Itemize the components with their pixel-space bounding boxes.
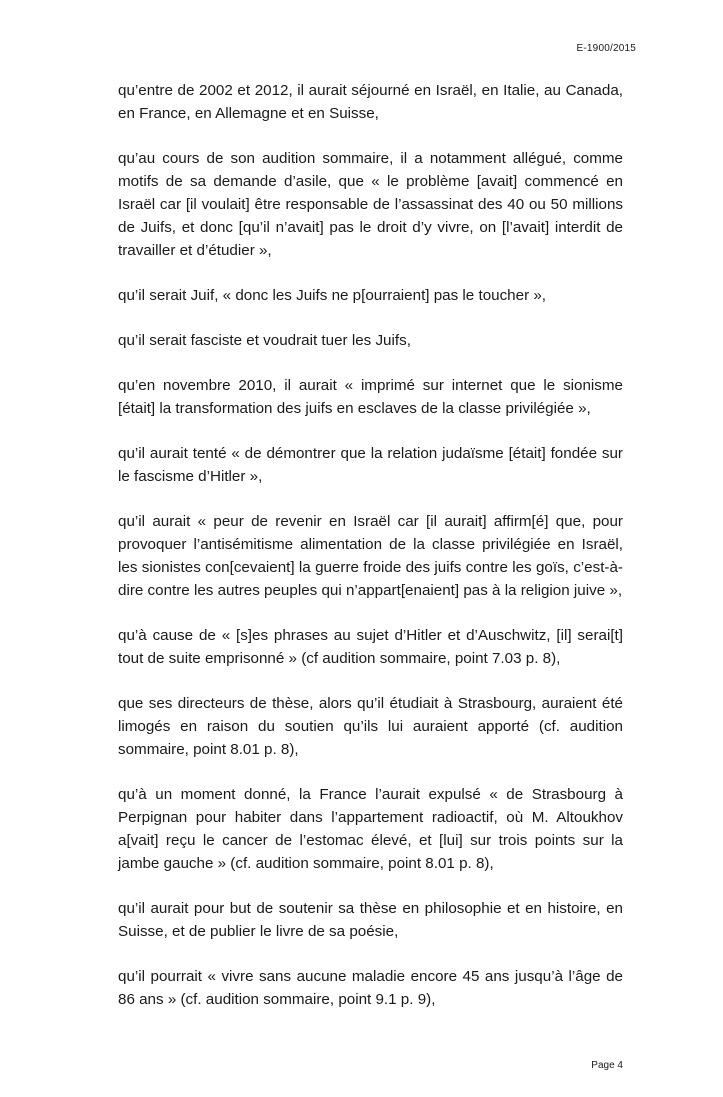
paragraph-asylum-motives: qu’au cours de son audition sommaire, il a notamment allégué, comme motifs de sa demande d’asile, que « le problème [avait] commencé en Israël car [il voulait] être responsable de l’assassinat des 40 ou 50 millions de Juifs, et donc [qu’il n’avait] pas le droit d’y vivre, on [l’avait] interdit de travailler et d’étudier », [118,150,623,259]
document-body [118,79,623,1033]
paragraph-goal-thesis: qu’il aurait pour but de soutenir sa thèse en philosophie et en histoire, en Suisse, et de publier le livre de sa poésie, [118,900,623,940]
page-number: Page 4 [591,1060,623,1071]
paragraph-fascist: qu’il serait fasciste et voudrait tuer les Juifs, [118,332,411,349]
paragraph-thesis-directors: que ses directeurs de thèse, alors qu’il étudiait à Strasbourg, auraient été limogés en raison du soutien qu’ils lui auraient apporté (cf. audition sommaire, point 8.01 p. 8), [118,695,623,758]
document-reference: E-1900/2015 [576,43,636,54]
paragraph-judaism-relation: qu’il aurait tenté « de démontrer que la relation judaïsme [était] fondée sur le fascisme d’Hitler », [118,445,623,485]
paragraph-life-expectancy: qu’il pourrait « vivre sans aucune maladie encore 45 ans jusqu’à l’âge de 86 ans » (cf. audition sommaire, point 9.1 p. 9), [118,968,623,1008]
paragraph-expulsion: qu’à un moment donné, la France l’aurait expulsé « de Strasbourg à Perpignan pour habiter dans l’appartement radioactif, où M. Altoukhov a[vait] reçu le cancer de l’estomac élevé, et [lui] sur trois points sur la jambe gauche » (cf. audition sommaire, point 8.01 p. 8), [118,786,623,872]
paragraph-fear-return: qu’il aurait « peur de revenir en Israël car [il aurait] affirm[é] que, pour provoquer l’antisémitisme alimentation de la classe privilégiée en Israël, les sionistes con[cevaient] la guerre froide des juifs contre les goïs, c’est-à-dire contre les autres peuples qui n’appart[enaient] pas à la religion juive », [118,513,623,599]
paragraph-stays: qu’entre de 2002 et 2012, il aurait séjourné en Israël, en Italie, au Canada, en France, en Allemagne et en Suisse, [118,82,623,122]
paragraph-imprisonment: qu’à cause de « [s]es phrases au sujet d’Hitler et d’Auschwitz, [il] serai[t] tout de suite emprisonné » (cf audition sommaire, point 7.03 p. 8), [118,627,623,667]
paragraph-jewish: qu’il serait Juif, « donc les Juifs ne p[ourraient] pas le toucher », [118,287,547,304]
paragraph-internet-2010: qu’en novembre 2010, il aurait « imprimé sur internet que le sionisme [était] la transformation des juifs en esclaves de la classe privilégiée », [118,377,623,417]
